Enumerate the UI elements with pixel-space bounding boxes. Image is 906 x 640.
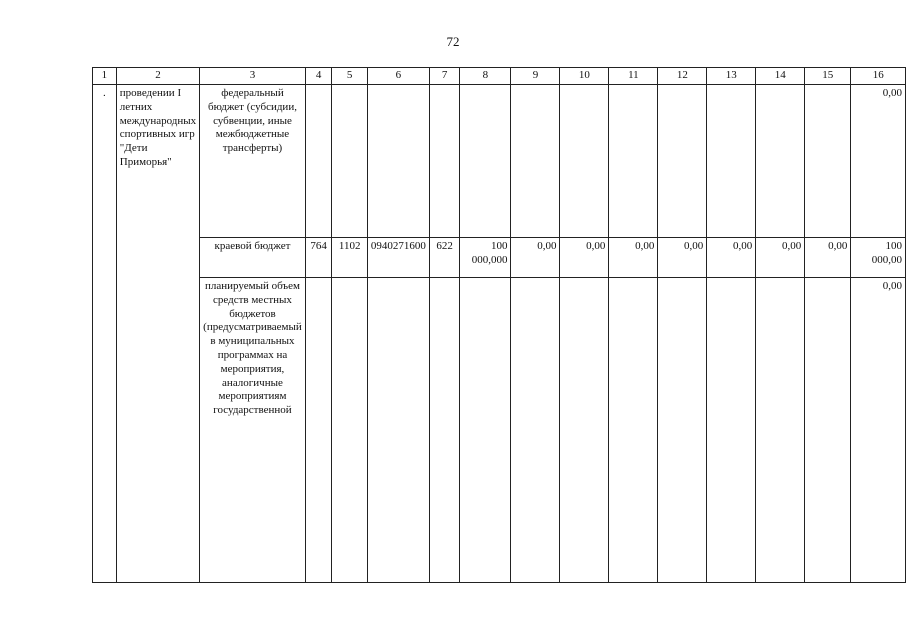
column-header: 12	[658, 68, 707, 85]
event-name-cell: проведении I летних международных спортивных игр "Дети Приморья"	[116, 85, 199, 583]
local-total-cell: 0,00	[851, 278, 906, 583]
column-header: 8	[460, 68, 511, 85]
grbs-cell: 764	[305, 238, 332, 278]
table-row-local	[93, 278, 906, 583]
amount-col14-cell: 0,00	[756, 238, 805, 278]
csr-cell: 0940271600	[367, 238, 429, 278]
amount-col9-cell: 0,00	[511, 238, 560, 278]
column-header: 10	[560, 68, 609, 85]
table-row-federal	[93, 85, 906, 238]
rzpr-cell: 1102	[332, 238, 367, 278]
amount-col12-cell: 0,00	[658, 238, 707, 278]
federal-total-cell: 0,00	[851, 85, 906, 238]
column-header: 13	[707, 68, 756, 85]
page-number: 72	[446, 34, 460, 49]
column-header: 2	[116, 68, 199, 85]
column-header: 7	[429, 68, 459, 85]
column-header: 6	[367, 68, 429, 85]
funding-source-local: планируемый объем средств местных бюджетов (предусматриваемый в муниципальных программах на мероприятия, аналогичные мероприятиям государственной	[200, 278, 306, 583]
amount-col10-cell: 0,00	[560, 238, 609, 278]
amount-col15-cell: 0,00	[805, 238, 851, 278]
amount-col8-cell: 100 000,000	[460, 238, 511, 278]
regional-total-cell: 100 000,00	[851, 238, 906, 278]
budget-table	[92, 67, 906, 583]
column-header: 5	[332, 68, 367, 85]
column-header: 15	[805, 68, 851, 85]
table-row-regional	[93, 238, 906, 278]
column-header: 9	[511, 68, 560, 85]
vr-cell: 622	[429, 238, 459, 278]
row-marker-cell: .	[93, 85, 117, 583]
table-header-row	[93, 68, 906, 85]
funding-source-federal: федеральный бюджет (субсидии, субвенции, иные межбюджетные трансферты)	[200, 85, 306, 238]
column-header: 1	[93, 68, 117, 85]
amount-col13-cell: 0,00	[707, 238, 756, 278]
column-header: 4	[305, 68, 332, 85]
column-header: 14	[756, 68, 805, 85]
column-header: 11	[609, 68, 658, 85]
column-header: 16	[851, 68, 906, 85]
amount-col11-cell: 0,00	[609, 238, 658, 278]
column-header: 3	[200, 68, 306, 85]
funding-source-regional: краевой бюджет	[200, 238, 306, 278]
